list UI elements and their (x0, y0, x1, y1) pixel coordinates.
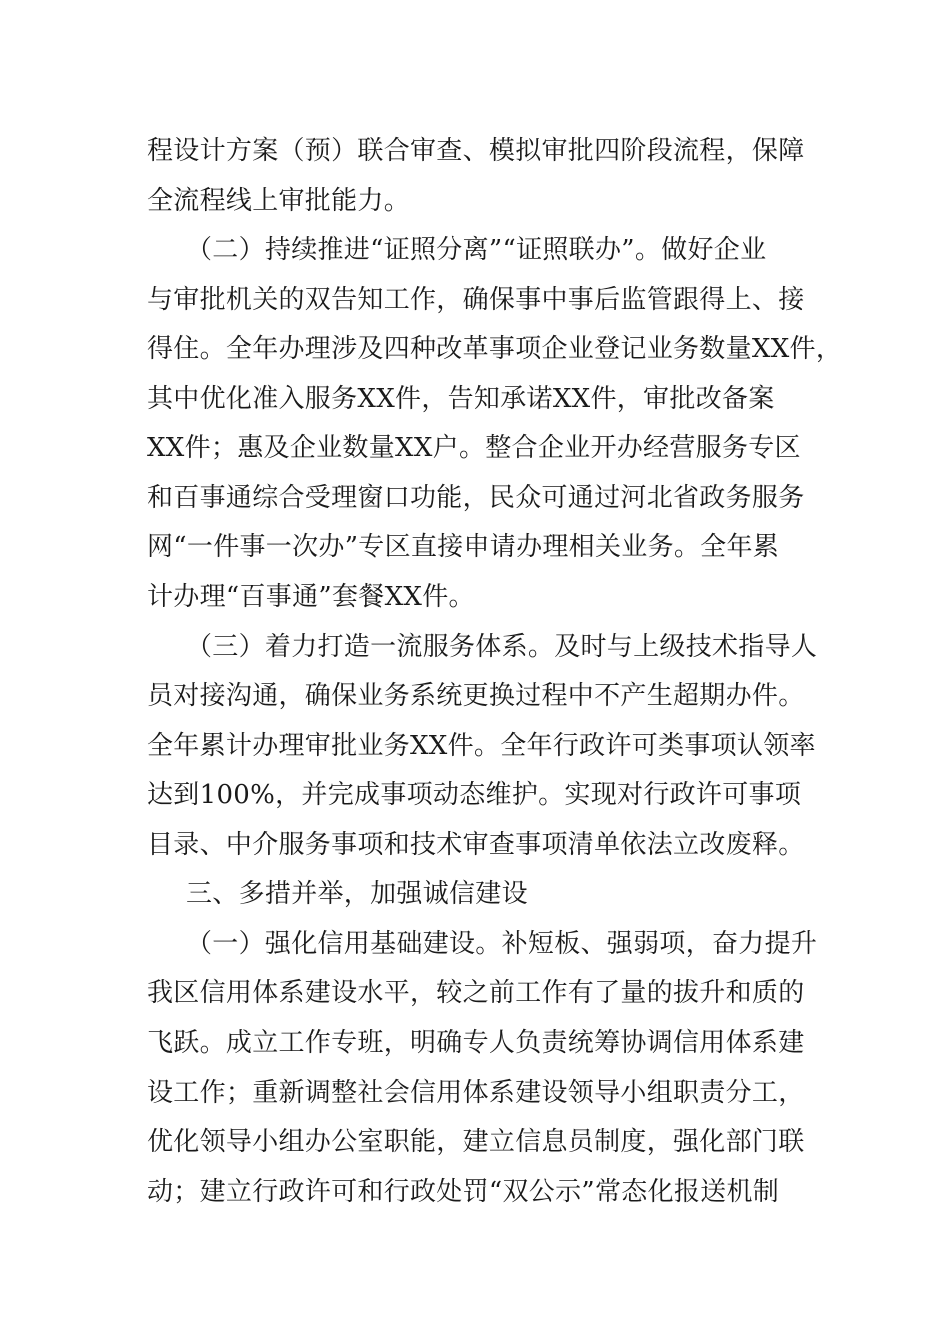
text-line: 全流程线上审批能力。 (147, 186, 411, 216)
section-heading: 三、多措并举，加强诚信建设 (186, 879, 528, 909)
paragraph-heading: （二）持续推进“证照分离”“证照联办”。做好企业 (186, 235, 767, 265)
text-line: 全年累计办理审批业务XX件。全年行政许可类事项认领率 (147, 731, 816, 761)
text-line: 飞跃。成立工作专班，明确专人负责统筹协调信用体系建 (147, 1028, 805, 1058)
text-line: 和百事通综合受理窗口功能，民众可通过河北省政务服务 (147, 483, 805, 513)
text-line: 动；建立行政许可和行政处罚“双公示”常态化报送机制 (147, 1177, 780, 1207)
text-line: XX件；惠及企业数量XX户。整合企业开办经营服务专区 (147, 433, 801, 463)
text-line: 达到100%，并完成事项动态维护。实现对行政许可事项 (147, 780, 802, 810)
text-line: 网“一件事一次办”专区直接申请办理相关业务。全年累 (147, 532, 780, 562)
text-line: 其中优化准入服务XX件，告知承诺XX件，审批改备案 (147, 384, 775, 414)
text-line: 与审批机关的双告知工作，确保事中事后监管跟得上、接 (147, 285, 805, 315)
text-line: 程设计方案（预）联合审查、模拟审批四阶段流程，保障 (147, 136, 805, 166)
paragraph-heading: （三）着力打造一流服务体系。及时与上级技术指导人 (186, 632, 818, 662)
text-line: 计办理“百事通”套餐XX件。 (147, 582, 475, 612)
text-line: 员对接沟通，确保业务系统更换过程中不产生超期办件。 (147, 681, 805, 711)
text-line: 设工作；重新调整社会信用体系建设领导小组职责分工， (147, 1078, 805, 1108)
paragraph-heading: （一）强化信用基础建设。补短板、强弱项，奋力提升 (186, 929, 818, 959)
text-line: 目录、中介服务事项和技术审查事项清单依法立改废释。 (147, 830, 805, 860)
text-line: 我区信用体系建设水平，较之前工作有了量的拔升和质的 (147, 978, 805, 1008)
text-line: 优化领导小组办公室职能，建立信息员制度，强化部门联 (147, 1127, 805, 1157)
text-line: 得住。全年办理涉及四种改革事项企业登记业务数量XX件， (147, 334, 843, 364)
